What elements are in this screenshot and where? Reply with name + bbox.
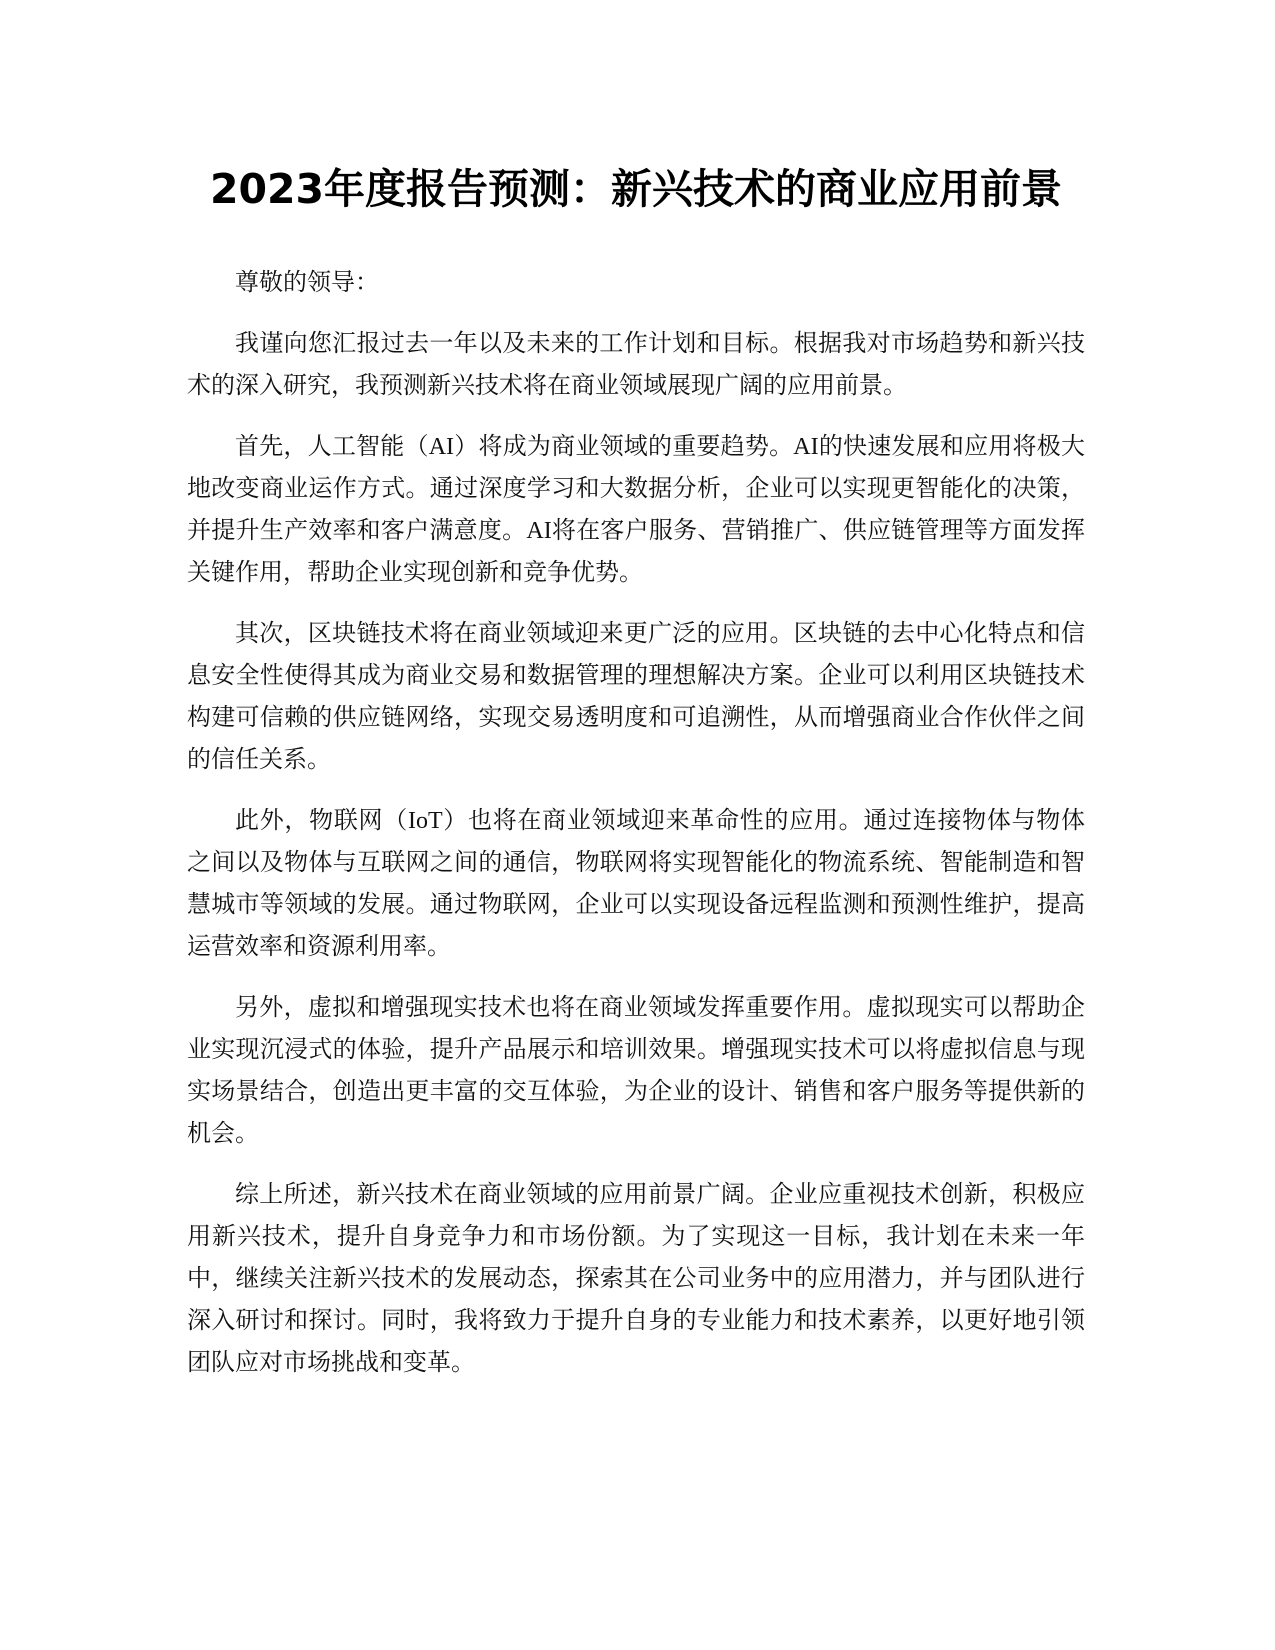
- paragraph-conclusion: 综上所述，新兴技术在商业领域的应用前景广阔。企业应重视技术创新，积极应用新兴技术，提升自身竞争力和市场份额。为了实现这一目标，我计划在未来一年中，继续关注新兴技术的发展动态，探索其在公司业务中的应用潜力，并与团队进行深入研讨和探讨。同时，我将致力于提升自身的专业能力和技术素养，以更好地引领团队应对市场挑战和变革。: [187, 1182, 1085, 1376]
- paragraph-intro: 我谨向您汇报过去一年以及未来的工作计划和目标。根据我对市场趋势和新兴技术的深入研究，我预测新兴技术将在商业领域展现广阔的应用前景。: [187, 331, 1085, 399]
- paragraph-blockchain: 其次，区块链技术将在商业领域迎来更广泛的应用。区块链的去中心化特点和信息安全性使得其成为商业交易和数据管理的理想解决方案。企业可以利用区块链技术构建可信赖的供应链网络，实现交易透明度和可追溯性，从而增强商业合作伙伴之间的信任关系。: [187, 621, 1085, 773]
- document-title: 2023年度报告预测：新兴技术的商业应用前景: [209, 165, 1063, 213]
- document-body: [187, 262, 1085, 1384]
- paragraph-iot: 此外，物联网（IoT）也将在商业领域迎来革命性的应用。通过连接物体与物体之间以及物体与互联网之间的通信，物联网将实现智能化的物流系统、智能制造和智慧城市等领域的发展。通过物联网，企业可以实现设备远程监测和预测性维护，提高运营效率和资源利用率。: [187, 808, 1085, 960]
- paragraph-vr-ar: 另外，虚拟和增强现实技术也将在商业领域发挥重要作用。虚拟现实可以帮助企业实现沉浸式的体验，提升产品展示和培训效果。增强现实技术可以将虚拟信息与现实场景结合，创造出更丰富的交互体验，为企业的设计、销售和客户服务等提供新的机会。: [187, 995, 1085, 1147]
- salutation: 尊敬的领导：: [235, 270, 379, 296]
- paragraph-ai: 首先，人工智能（AI）将成为商业领域的重要趋势。AI的快速发展和应用将极大地改变商业运作方式。通过深度学习和大数据分析，企业可以实现更智能化的决策，并提升生产效率和客户满意度。AI将在客户服务、营销推广、供应链管理等方面发挥关键作用，帮助企业实现创新和竞争优势。: [187, 434, 1085, 586]
